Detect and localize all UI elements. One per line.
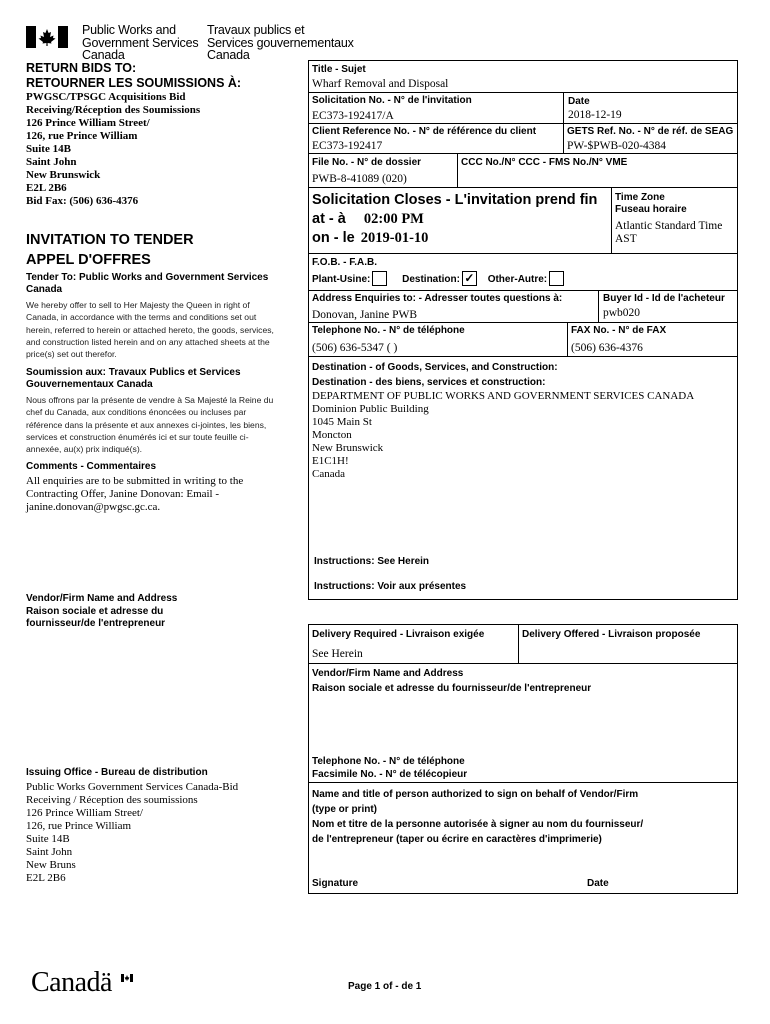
title-value: Wharf Removal and Disposal bbox=[312, 78, 449, 90]
signature-label: Signature bbox=[312, 878, 359, 889]
vendor-contact-labels: Telephone No. - N° de téléphone Facsimile No. - N° de télécopieur bbox=[312, 756, 468, 780]
page-number: Page 1 of - de 1 bbox=[348, 981, 422, 992]
offer-text-fr: Nous offrons par la présente de vendre à Sa Majesté la Reine du chef du Canada, aux conditions énoncées ou incluses par référence dans la présente et aux annexes ci-jointes, les biens, services et construction énumérés ici et sur toute feuille ci-annexée, au(x) prix indiqué(s). bbox=[26, 395, 274, 455]
comments-text: All enquiries are to be submitted in writing to the Contracting Offer, Janine Donovan: Email - janine.donovan@pwgsc.gc.ca. bbox=[26, 475, 244, 513]
issuing-office-address: Public Works Government Services Canada-Bid Receiving / Réception des soumissions 126 Prince William Street/ 126, rue Prince William Suite 14B Saint John New Bruns E2L 2B6 bbox=[26, 781, 239, 884]
issuing-office-label: Issuing Office - Bureau de distribution bbox=[26, 767, 208, 778]
delivery-offered-label: Delivery Offered - Livraison proposée bbox=[522, 629, 701, 640]
fax-label: FAX No. - N° de FAX bbox=[571, 325, 667, 336]
client-ref-number: EC373-192417 bbox=[312, 140, 383, 152]
other-checkbox[interactable] bbox=[549, 271, 564, 286]
destination-checkbox[interactable]: ✓ bbox=[462, 271, 477, 286]
vendor-firm-label: Vendor/Firm Name and Address Raison sociale et adresse du fournisseur/de l'entrepreneur bbox=[312, 668, 592, 694]
time-zone-label: Time Zone Fuseau horaire bbox=[615, 192, 687, 215]
closing-date: 2019-01-10 bbox=[360, 230, 429, 246]
tender-to: Tender To: Public Works and Government Services Canada bbox=[26, 272, 269, 295]
client-ref-label: Client Reference No. - N° de référence du client bbox=[312, 126, 537, 137]
telephone-label: Telephone No. - N° de téléphone bbox=[312, 325, 465, 336]
closing-time-row: at - à 02:00 PM bbox=[312, 211, 424, 227]
delivery-required-label: Delivery Required - Livraison exigée bbox=[312, 629, 485, 640]
return-bids-address: PWGSC/TPSGC Acquisitions Bid Receiving/Réception des Soumissions 126 Prince William Street/ 126, rue Prince William Suite 14B Saint John New Brunswick E2L 2B6 Bid Fax: (506) 636-4376 bbox=[26, 91, 201, 207]
buyer-id-label: Buyer Id - Id de l'acheteur bbox=[603, 293, 725, 304]
department-name-fr: Travaux publics et Services gouvernementaux Canada bbox=[207, 23, 354, 62]
buyer-id: pwb020 bbox=[603, 307, 641, 319]
closing-date-row: on - le 2019-01-10 bbox=[312, 230, 429, 246]
comments-label: Comments - Commentaires bbox=[26, 461, 157, 472]
fax-number: (506) 636-4376 bbox=[571, 342, 643, 354]
vendor-firm-label-left: Vendor/Firm Name and Address Raison sociale et adresse du fournisseur/de l'entrepreneur bbox=[26, 593, 178, 629]
fob-options: Plant-Usine: Destination: ✓ Other-Autre: bbox=[312, 272, 566, 287]
date-label: Date bbox=[568, 96, 590, 107]
closing-time: 02:00 PM bbox=[363, 211, 424, 227]
canada-flag-icon bbox=[26, 26, 68, 48]
time-zone-value: Atlantic Standard Time AST bbox=[615, 220, 723, 245]
department-name-en: Public Works and Government Services Canada bbox=[82, 23, 199, 62]
return-bids-heading: RETURN BIDS TO: RETOURNER LES SOUMISSIONS À: bbox=[26, 61, 242, 90]
soumission-heading: Soumission aux: Travaux Publics et Services Gouvernementaux Canada bbox=[26, 367, 241, 390]
contact-name: Donovan, Janine PWB bbox=[312, 309, 418, 321]
wordmark-flag-icon bbox=[121, 969, 133, 977]
issue-date: 2018-12-19 bbox=[568, 109, 622, 121]
instructions-fr: Instructions: Voir aux présentes bbox=[314, 581, 467, 592]
canada-wordmark: Canadä bbox=[31, 967, 112, 998]
ccc-label: CCC No./N° CCC - FMS No./N° VME bbox=[461, 157, 628, 168]
file-number: PWB-8-41089 (020) bbox=[312, 173, 407, 185]
instructions-en: Instructions: See Herein bbox=[314, 556, 430, 567]
plant-checkbox[interactable] bbox=[372, 271, 387, 286]
delivery-required-value: See Herein bbox=[312, 648, 363, 660]
destination-goods-label: Destination - of Goods, Services, and Construction: Destination - des biens, services et construction: bbox=[312, 362, 558, 388]
gets-ref-number: PW-$PWB-020-4384 bbox=[567, 140, 667, 152]
solicitation-label: Solicitation No. - N° de l'invitation bbox=[312, 95, 472, 106]
address-enquiries-label: Address Enquiries to: - Adresser toutes questions à: bbox=[312, 293, 563, 304]
fob-label: F.O.B. - F.A.B. bbox=[312, 257, 377, 268]
authorized-signer-label: Name and title of person authorized to sign on behalf of Vendor/Firm (type or print) Nom et titre de la personne autorisée à signer au nom du fournisseur/ de l'entrepreneur (taper ou écrire en caractères d'imprimerie) bbox=[312, 789, 644, 845]
telephone-number: (506) 636-5347 ( ) bbox=[312, 342, 398, 354]
title-label: Title - Sujet bbox=[312, 64, 366, 75]
invitation-title: INVITATION TO TENDER APPEL D'OFFRES bbox=[26, 232, 194, 268]
solicitation-number: EC373-192417/A bbox=[312, 110, 394, 122]
offer-text-en: We hereby offer to sell to Her Majesty the Queen in right of Canada, in accordance with the terms and conditions set out herein, referred to herein or attached hereto, the goods, services, and construction listed herein and on any attached sheets at the price(s) set out therefor. bbox=[26, 300, 274, 360]
destination-address: DEPARTMENT OF PUBLIC WORKS AND GOVERNMENT SERVICES CANADA Dominion Public Building 1045 Main St Moncton New Brunswick E1C1H! Canada bbox=[312, 390, 695, 480]
file-number-label: File No. - N° de dossier bbox=[312, 157, 422, 168]
solicitation-closes-label: Solicitation Closes - L'invitation prend fin bbox=[312, 192, 598, 208]
signature-date-label: Date bbox=[587, 878, 609, 889]
gets-ref-label: GETS Ref. No. - N° de réf. de SEAG bbox=[567, 126, 734, 137]
